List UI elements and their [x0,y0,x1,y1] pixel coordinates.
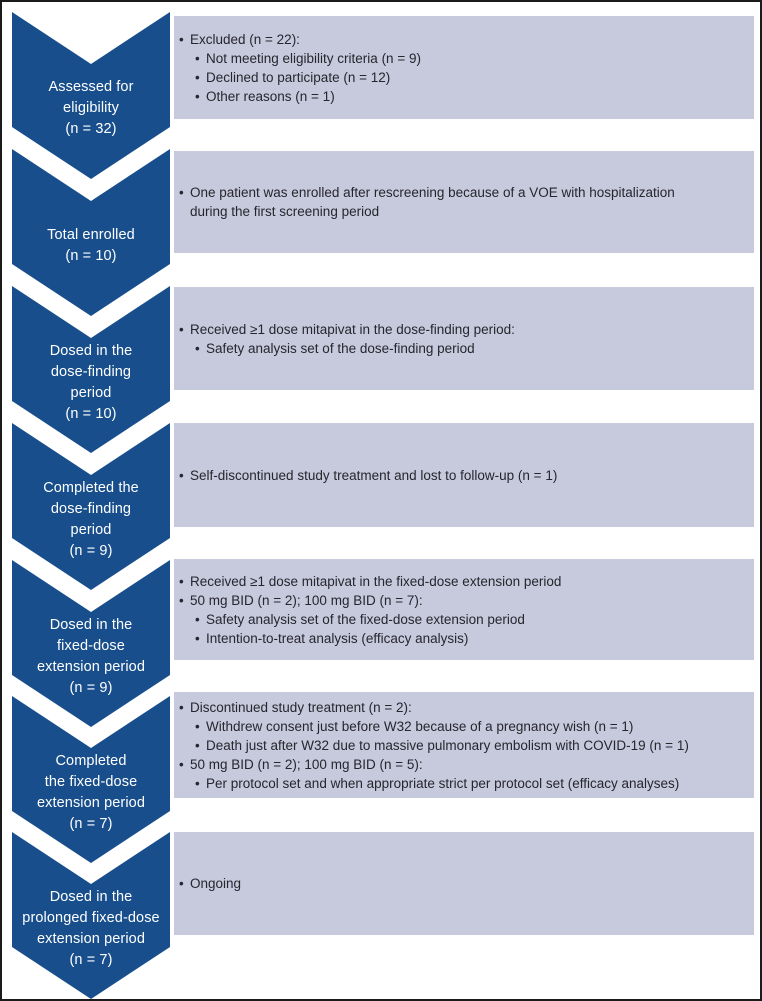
stage-label-line: extension period [36,794,145,811]
bullet-icon: • [179,467,184,483]
stage-label-line: Dosed in the [49,888,133,905]
stage-label [12,845,170,1001]
stage-label-line: dose-finding [50,500,132,517]
stage-label-line: Assessed for [48,79,134,95]
bullet-text-line: Received ≥1 dose mitapivat in the fixed-dose extension period [190,573,562,589]
bullet-icon: • [179,876,184,891]
bullet-text [206,629,742,648]
bullet-text [190,466,742,485]
annotation-box [174,287,754,390]
bullet-icon: • [195,50,200,66]
stage-label-line: (n = 9) [69,679,113,696]
bullet-text-line: Excluded (n = 22): [190,31,300,47]
stage-label-line: fixed-dose [57,637,125,654]
bullet-text-line: Safety analysis set of the fixed-dose extension period [206,611,525,627]
bullet-icon: • [195,737,200,753]
bullet-icon: • [179,699,184,715]
stage-label-line: extension period [36,658,145,675]
bullet-item [179,183,742,221]
bullet-icon: • [195,88,200,104]
bullet-item [179,466,742,485]
bullet-icon: • [195,611,200,627]
bullet-item [179,30,742,49]
bullet-text-line: Other reasons (n = 1) [206,88,335,104]
bullet-text-line: Safety analysis set of the dose-finding period [206,340,475,356]
annotation-box [174,16,754,119]
bullet-text [206,49,742,68]
bullet-text-line: Ongoing [190,876,242,891]
bullet-text-line: Withdrew consent just before W32 because of a pregnancy wish (n = 1) [206,718,634,734]
annotation-box [174,832,754,935]
bullet-text [206,774,742,793]
bullet-text [190,572,742,591]
bullet-text-line: Declined to participate (n = 12) [206,69,391,85]
stage-label-line: Completed the [43,479,139,496]
bullet-item [179,49,742,68]
bullet-text-line: 50 mg BID (n = 2); 100 mg BID (n = 5): [190,756,423,772]
bullet-text [206,717,742,736]
bullet-text [190,30,742,49]
bullet-icon: • [179,592,184,608]
annotation-box [174,151,754,253]
bullet-text [190,755,742,774]
bullet-text [206,87,742,106]
bullet-icon: • [195,69,200,85]
bullet-text [190,183,742,221]
bullet-text [206,610,742,629]
bullet-item [179,698,742,717]
stage-label-line: extension period [36,930,145,947]
bullet-text-line: Discontinued study treatment (n = 2): [190,699,412,715]
bullet-text-line: Death just after W32 due to massive pulmonary embolism with COVID-19 (n = 1) [206,737,689,753]
bullet-item [179,68,742,87]
bullet-text-line: during the first screening period [190,204,380,219]
bullet-item [179,572,742,591]
bullet-text-line: Intention-to-treat analysis (efficacy analysis) [206,630,469,646]
annotation-box [174,423,754,527]
stage-label-line: prolonged fixed-dose [22,909,160,926]
stage-chevron [12,832,170,999]
bullet-item [179,320,742,339]
bullet-item [179,87,742,106]
stage-label-line: the fixed-dose [44,773,138,790]
stage-label-line: Dosed in the [49,342,133,359]
stage-label-line: period [70,384,112,401]
stage-label-line: (n = 7) [69,815,113,832]
bullet-icon: • [179,31,184,47]
bullet-text-line: 50 mg BID (n = 2); 100 mg BID (n = 7): [190,592,423,608]
bullet-text [190,874,742,893]
stage-label-line: (n = 32) [65,121,117,137]
bullet-text-line: Self-discontinued study treatment and lost to follow-up (n = 1) [190,467,558,483]
bullet-icon: • [195,718,200,734]
bullet-icon: • [195,630,200,646]
bullet-item [179,610,742,629]
bullet-text [190,591,742,610]
bullet-text [206,736,742,755]
bullet-text [190,698,742,717]
bullet-text [206,339,742,358]
bullet-item [179,339,742,358]
stage-label-line: eligibility [63,100,119,116]
stage-label-line: (n = 7) [69,951,113,968]
bullet-icon: • [179,756,184,772]
bullet-icon: • [179,573,184,589]
bullet-item [179,874,742,893]
bullet-icon: • [195,775,200,791]
bullet-text-line: Received ≥1 dose mitapivat in the dose-finding period: [190,321,515,337]
stage-label-line: dose-finding [50,363,132,380]
bullet-item [179,717,742,736]
bullet-text-line: One patient was enrolled after rescreening because of a VOE with hospitalization [190,185,675,200]
stage-label-line: Dosed in the [49,616,133,633]
bullet-item [179,629,742,648]
stage-label-line: (n = 9) [69,542,113,559]
bullet-text-line: Not meeting eligibility criteria (n = 9) [206,50,421,66]
stage-label-line: (n = 10) [65,405,117,422]
bullet-icon: • [195,340,200,356]
bullet-item [179,591,742,610]
bullet-item [179,774,742,793]
bullet-text [190,320,742,339]
bullet-text-line: Per protocol set and when appropriate strict per protocol set (efficacy analyses) [206,775,680,791]
annotation-box [174,692,754,798]
stage-label-line: period [70,521,112,538]
annotation-box [174,559,754,660]
stage-label-line: Total enrolled [47,226,135,243]
stage-label-line: Completed [55,752,127,769]
bullet-item [179,755,742,774]
bullet-icon: • [179,321,184,337]
bullet-item [179,736,742,755]
bullet-text [206,68,742,87]
stage-label-line: (n = 10) [65,247,117,264]
bullet-icon: • [179,185,184,200]
